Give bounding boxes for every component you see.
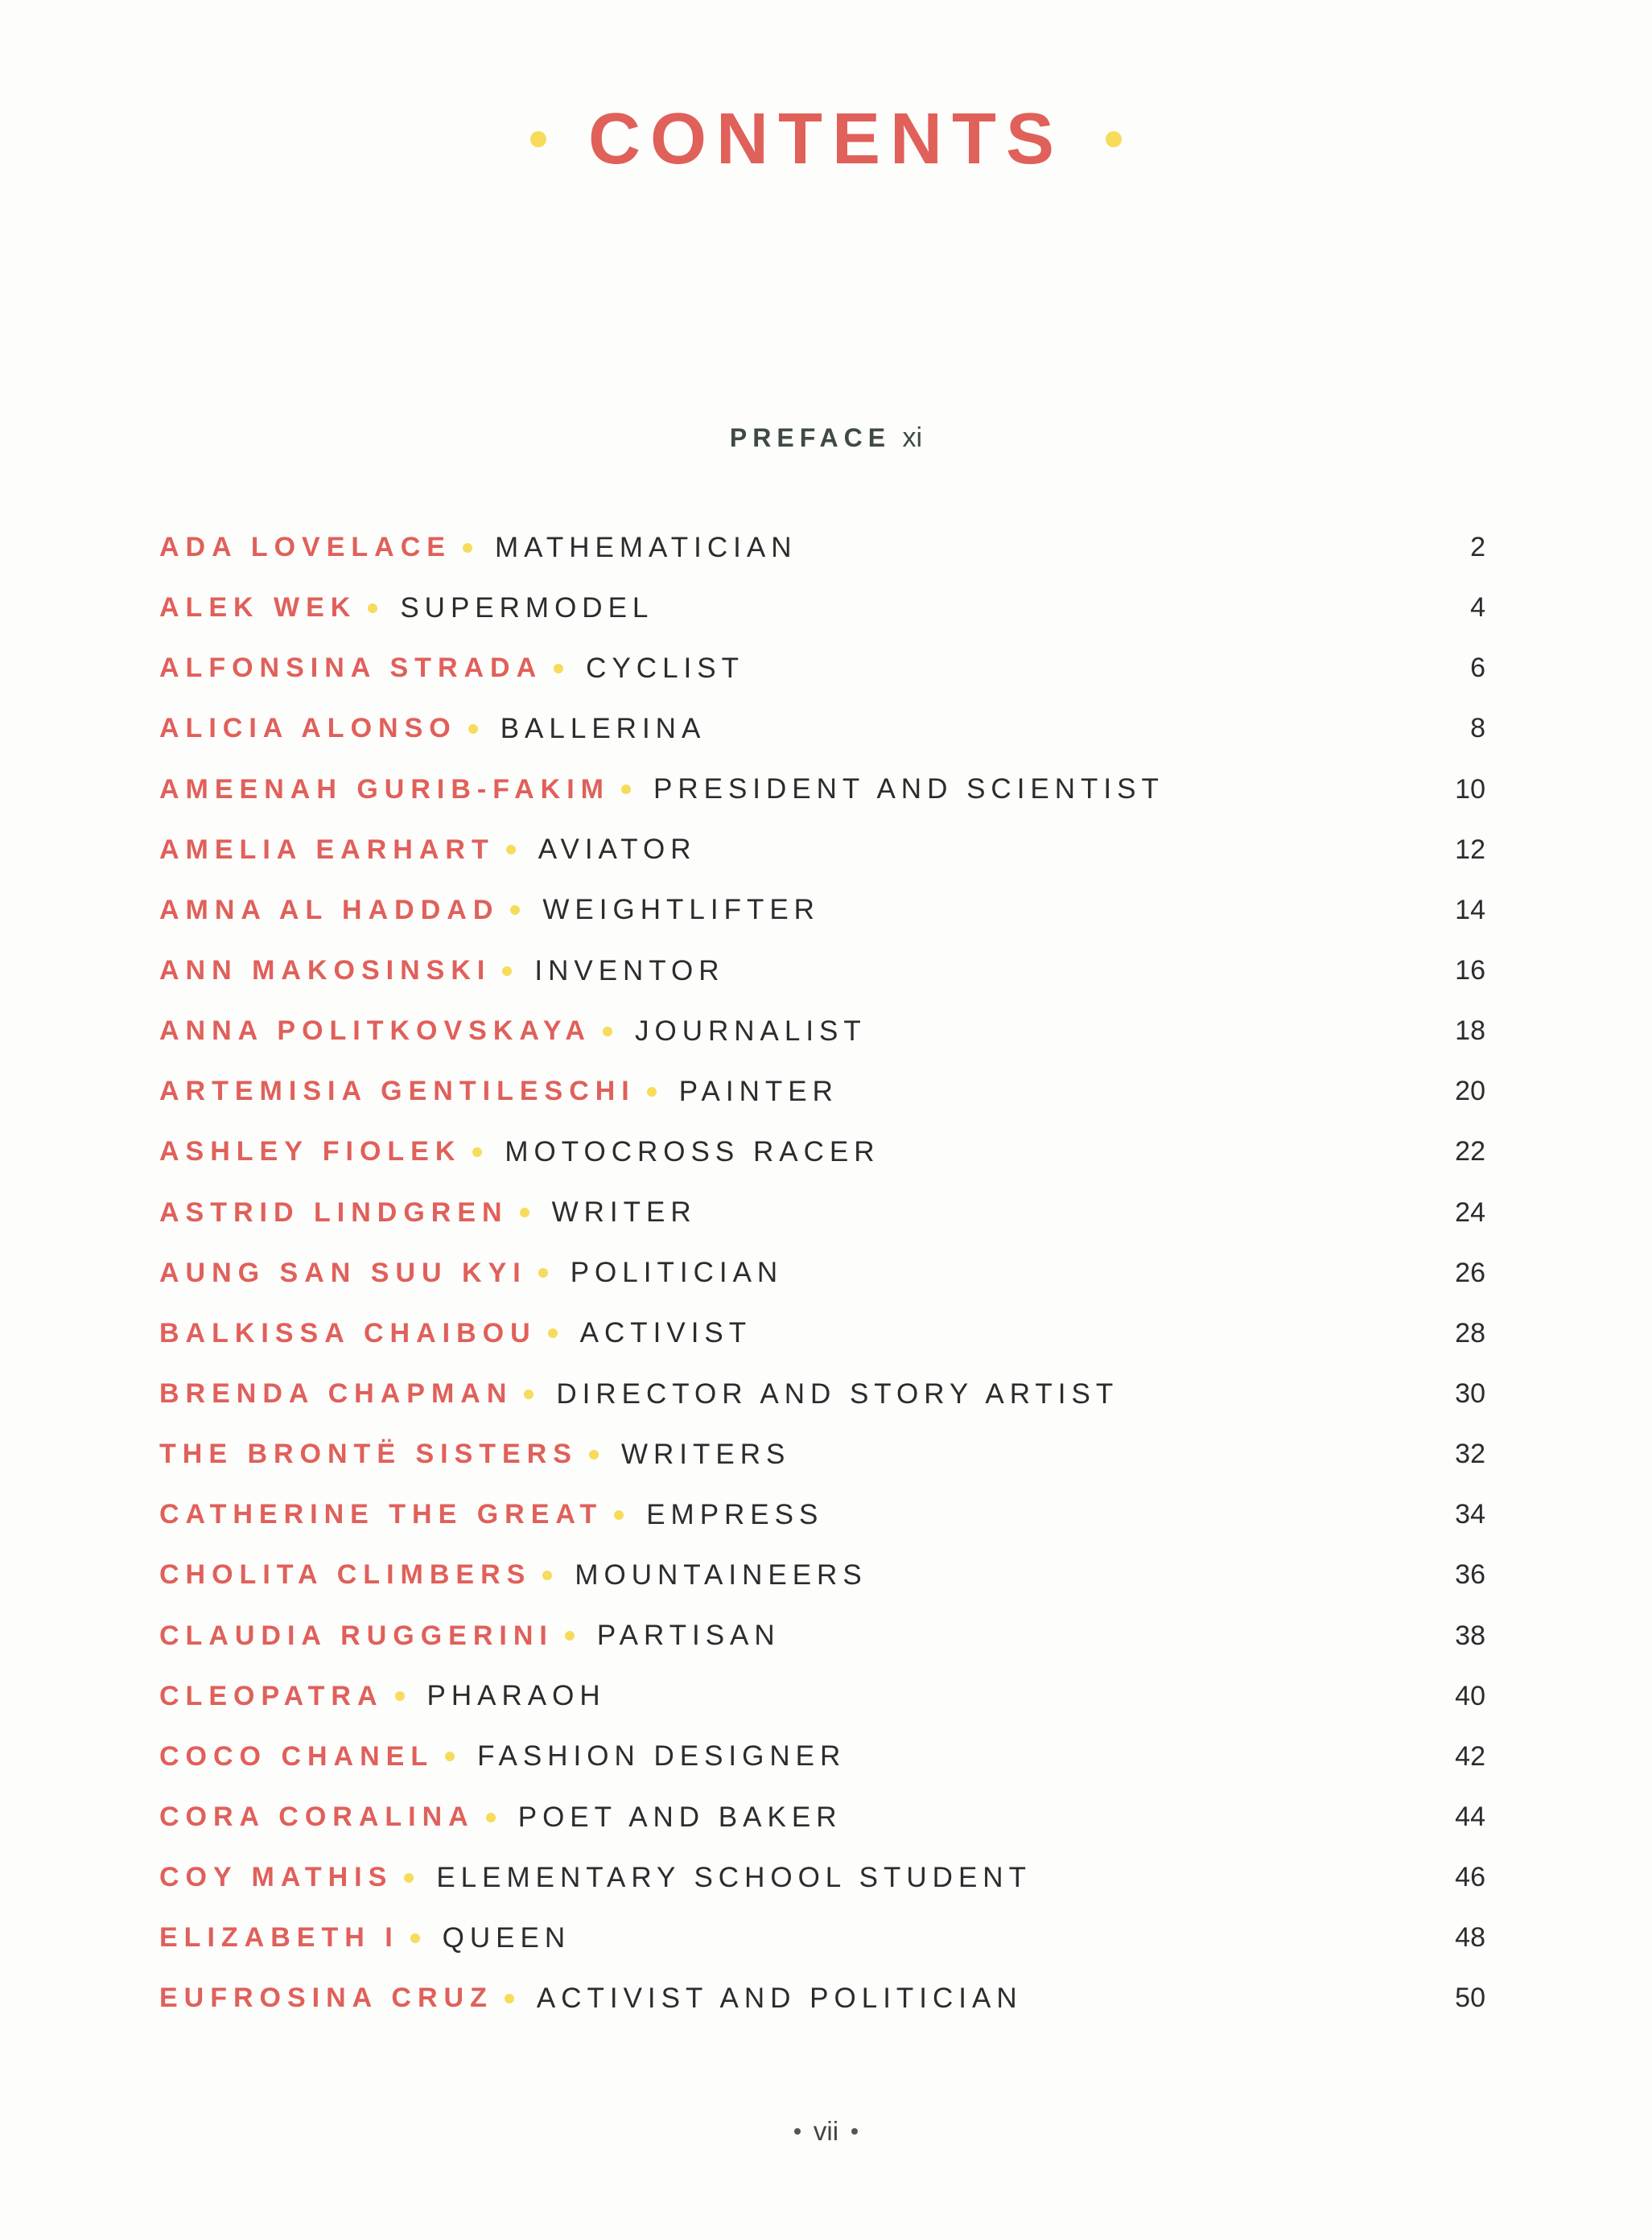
separator-dot	[565, 1631, 575, 1641]
entry-name: ARTEMISIA GENTILESCHI	[159, 1076, 636, 1107]
entry-name: COY MATHIS	[159, 1862, 393, 1893]
entry-page-number: 10	[1455, 773, 1485, 805]
entry-name: AMELIA EARHART	[159, 834, 495, 865]
entry-name: ELIZABETH I	[159, 1922, 399, 1954]
entry-role: MOTOCROSS RACER	[505, 1135, 880, 1167]
entry-role: WEIGHTLIFTER	[542, 894, 820, 926]
entry-role: MOUNTAINEERS	[575, 1559, 867, 1591]
entry-role: SUPERMODEL	[400, 591, 654, 624]
separator-dot	[548, 1328, 558, 1338]
toc-entry[interactable]	[159, 1122, 1485, 1182]
entry-role: INVENTOR	[534, 954, 725, 986]
preface-page-number: xi	[902, 422, 923, 453]
toc-entry[interactable]	[159, 1545, 1485, 1605]
separator-dot	[647, 1087, 657, 1097]
separator-dot	[463, 543, 472, 553]
entry-name: AMEENAH GURIB-FAKIM	[159, 773, 610, 805]
toc-entry[interactable]	[159, 1243, 1485, 1303]
entry-name: ALICIA ALONSO	[159, 713, 457, 744]
entry-role: QUEEN	[442, 1921, 571, 1954]
entry-name: CORA CORALINA	[159, 1801, 475, 1833]
separator-dot	[614, 1510, 624, 1520]
separator-dot	[468, 724, 478, 734]
toc-entry[interactable]	[159, 1968, 1485, 2028]
toc-entry[interactable]	[159, 1606, 1485, 1666]
toc-entry[interactable]	[159, 880, 1485, 941]
toc-list	[159, 517, 1485, 2029]
toc-entry[interactable]	[159, 1908, 1485, 1968]
entry-role: ELEMENTARY SCHOOL STUDENT	[436, 1861, 1032, 1893]
entry-page-number: 4	[1470, 592, 1485, 624]
toc-entry[interactable]	[159, 1787, 1485, 1847]
toc-entry[interactable]	[159, 941, 1485, 1001]
entry-name: ALEK WEK	[159, 592, 357, 624]
entry-page-number: 26	[1455, 1257, 1485, 1288]
entry-page-number: 18	[1455, 1015, 1485, 1047]
toc-entry[interactable]	[159, 1484, 1485, 1545]
toc-entry[interactable]	[159, 1666, 1485, 1727]
footer-dot-right	[851, 2128, 858, 2135]
separator-dot	[506, 845, 516, 854]
toc-entry[interactable]	[159, 1847, 1485, 1908]
toc-entry[interactable]	[159, 1183, 1485, 1243]
entry-name: AUNG SAN SUU KYI	[159, 1257, 527, 1288]
entry-page-number: 2	[1470, 532, 1485, 563]
separator-dot	[520, 1208, 529, 1217]
separator-dot	[368, 603, 377, 613]
entry-role: WRITER	[551, 1196, 697, 1229]
separator-dot	[510, 905, 520, 915]
entry-page-number: 30	[1455, 1378, 1485, 1410]
toc-entry[interactable]	[159, 517, 1485, 578]
entry-page-number: 16	[1455, 955, 1485, 986]
entry-page-number: 28	[1455, 1317, 1485, 1349]
entry-role: PARTISAN	[596, 1620, 781, 1652]
entry-page-number: 40	[1455, 1680, 1485, 1711]
entry-page-number: 22	[1455, 1136, 1485, 1167]
entry-name: ADA LOVELACE	[159, 532, 451, 563]
toc-entry[interactable]	[159, 1727, 1485, 1787]
entry-page-number: 38	[1455, 1620, 1485, 1651]
entry-role: POET AND BAKER	[517, 1801, 842, 1833]
toc-entry[interactable]	[159, 698, 1485, 759]
entry-name: ASHLEY FIOLEK	[159, 1136, 462, 1167]
preface-label: PREFACE	[729, 423, 892, 452]
entry-role: WRITERS	[620, 1438, 791, 1470]
entry-page-number: 8	[1470, 713, 1485, 744]
page-footer	[0, 2116, 1652, 2147]
entry-role: DIRECTOR AND STORY ARTIST	[556, 1377, 1119, 1410]
separator-dot	[524, 1390, 534, 1399]
entry-role: POLITICIAN	[570, 1257, 784, 1289]
footer-page-number: vii	[813, 2116, 839, 2146]
entry-page-number: 20	[1455, 1076, 1485, 1107]
entry-role: MATHEMATICIAN	[494, 531, 797, 563]
separator-dot	[538, 1268, 548, 1278]
entry-name: ANNA POLITKOVSKAYA	[159, 1015, 591, 1047]
toc-entry[interactable]	[159, 1364, 1485, 1424]
entry-name: THE BRONTË SISTERS	[159, 1439, 578, 1470]
entry-page-number: 36	[1455, 1559, 1485, 1591]
separator-dot	[505, 1994, 514, 2003]
entry-name: BRENDA CHAPMAN	[159, 1378, 513, 1410]
toc-entry[interactable]	[159, 760, 1485, 820]
entry-page-number: 6	[1470, 653, 1485, 684]
entry-name: CLAUDIA RUGGERINI	[159, 1620, 554, 1651]
entry-role: JOURNALIST	[634, 1015, 867, 1047]
entry-role: PRESIDENT AND SCIENTIST	[653, 773, 1164, 805]
entry-role: CYCLIST	[586, 652, 744, 684]
entry-page-number: 44	[1455, 1801, 1485, 1833]
separator-dot	[554, 664, 563, 673]
entry-name: BALKISSA CHAIBOU	[159, 1317, 537, 1349]
title-dot-left	[530, 131, 546, 147]
entry-page-number: 42	[1455, 1740, 1485, 1772]
toc-entry[interactable]	[159, 1424, 1485, 1484]
separator-dot	[542, 1571, 552, 1580]
separator-dot	[395, 1691, 405, 1701]
entry-role: AVIATOR	[538, 834, 697, 866]
entry-role: FASHION DESIGNER	[477, 1740, 847, 1773]
preface-line[interactable]	[0, 422, 1652, 454]
entry-page-number: 34	[1455, 1499, 1485, 1530]
entry-page-number: 14	[1455, 894, 1485, 925]
entry-page-number: 48	[1455, 1922, 1485, 1954]
entry-name: COCO CHANEL	[159, 1740, 435, 1772]
entry-page-number: 24	[1455, 1196, 1485, 1228]
entry-name: CATHERINE THE GREAT	[159, 1499, 604, 1530]
toc-entry[interactable]	[159, 578, 1485, 638]
entry-role: EMPRESS	[646, 1498, 824, 1530]
entry-name: CLEOPATRA	[159, 1680, 384, 1711]
separator-dot	[621, 784, 631, 794]
toc-entry[interactable]	[159, 820, 1485, 880]
separator-dot	[472, 1147, 482, 1157]
separator-dot	[410, 1933, 420, 1943]
entry-page-number: 46	[1455, 1862, 1485, 1893]
entry-role: BALLERINA	[500, 712, 707, 744]
separator-dot	[445, 1752, 455, 1761]
title-row	[0, 99, 1652, 179]
entry-name: CHOLITA CLIMBERS	[159, 1559, 532, 1591]
title-dot-right	[1106, 131, 1122, 147]
entry-name: ALFONSINA STRADA	[159, 653, 543, 684]
separator-dot	[502, 966, 512, 976]
entry-role: ACTIVIST	[579, 1317, 752, 1349]
entry-name: AMNA AL HADDAD	[159, 894, 500, 925]
separator-dot	[589, 1450, 599, 1460]
entry-role: ACTIVIST AND POLITICIAN	[536, 1982, 1023, 2014]
entry-name: EUFROSINA CRUZ	[159, 1983, 493, 2014]
separator-dot	[486, 1813, 496, 1822]
toc-entry[interactable]	[159, 1303, 1485, 1364]
entry-role: PHARAOH	[426, 1680, 606, 1712]
footer-dot-left	[794, 2128, 801, 2135]
entry-name: ANN MAKOSINSKI	[159, 955, 492, 986]
toc-entry[interactable]	[159, 638, 1485, 698]
entry-page-number: 50	[1455, 1983, 1485, 2014]
separator-dot	[404, 1873, 414, 1883]
separator-dot	[603, 1027, 612, 1036]
entry-page-number: 12	[1455, 834, 1485, 865]
toc-entry[interactable]	[159, 1061, 1485, 1122]
entry-name: ASTRID LINDGREN	[159, 1196, 509, 1228]
entry-page-number: 32	[1455, 1439, 1485, 1470]
toc-entry[interactable]	[159, 1001, 1485, 1061]
page-title: CONTENTS	[588, 99, 1064, 179]
entry-role: PAINTER	[678, 1075, 838, 1107]
